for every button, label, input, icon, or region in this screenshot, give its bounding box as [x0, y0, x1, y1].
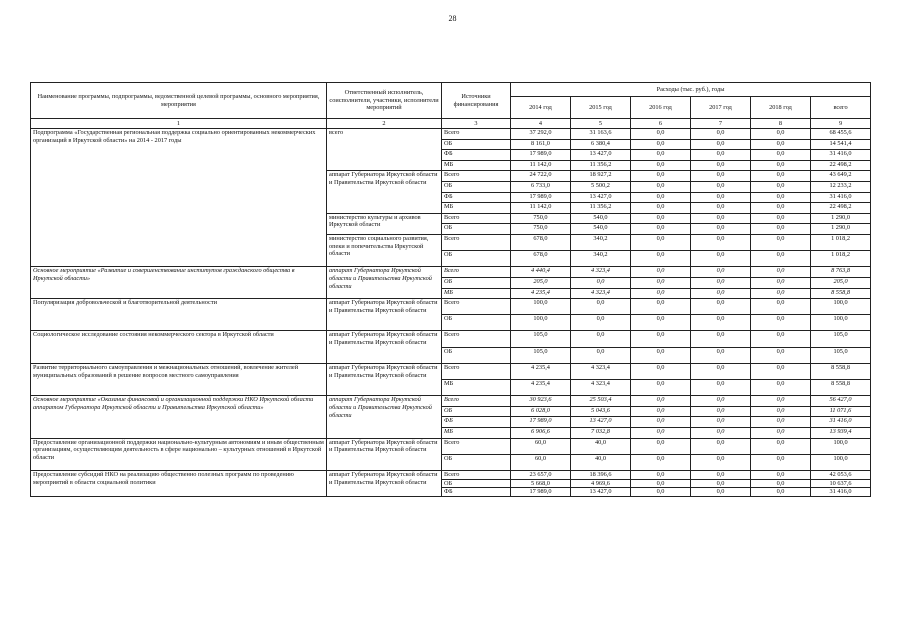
- year-value: 0,0: [631, 277, 691, 288]
- funding-source: ОБ: [442, 139, 511, 150]
- total-value: 31 416,0: [811, 488, 871, 497]
- column-index: 2: [327, 119, 442, 129]
- year-value: 0,0: [751, 251, 811, 267]
- year-value: 0,0: [571, 299, 631, 315]
- executor-cell: всего: [327, 129, 442, 171]
- funding-source: Всего: [442, 438, 511, 454]
- year-value: 100,0: [511, 315, 571, 331]
- total-value: 1 290,0: [811, 213, 871, 224]
- year-value: 0,0: [631, 160, 691, 171]
- year-value: 0,0: [631, 203, 691, 214]
- year-value: 0,0: [751, 454, 811, 470]
- year-value: 540,0: [571, 213, 631, 224]
- executor-cell: аппарат Губернатора Иркутской области и Правительства Иркутской области: [327, 171, 442, 213]
- total-value: 31 416,0: [811, 417, 871, 428]
- item-title: Предоставление организационной поддержки национально-культурным автономиям и иным общественным организациям, осуществляющим деятельность в сфере национально – культурных отношений в Иркутской области: [31, 438, 327, 470]
- year-value: 0,0: [691, 363, 751, 379]
- total-value: 8 558,8: [811, 380, 871, 396]
- year-value: 0,0: [631, 224, 691, 235]
- funding-source: МБ: [442, 380, 511, 396]
- funding-source: ФБ: [442, 192, 511, 203]
- funding-source: Всего: [442, 213, 511, 224]
- year-value: 0,0: [751, 129, 811, 140]
- total-value: 100,0: [811, 454, 871, 470]
- year-value: 340,2: [571, 234, 631, 250]
- year-value: 13 427,0: [571, 488, 631, 497]
- year-value: 60,0: [511, 454, 571, 470]
- table-row: [31, 396, 871, 407]
- executor-cell: министерство социального развития, опеки и попечительства Иркутской области: [327, 234, 442, 266]
- year-value: 4 323,4: [571, 380, 631, 396]
- item-title: Популяризация добровольческой и благотворительной деятельности: [31, 299, 327, 331]
- year-value: 23 657,0: [511, 470, 571, 479]
- year-value: 678,0: [511, 234, 571, 250]
- year-value: 7 032,8: [571, 428, 631, 439]
- year-value: 0,0: [691, 277, 751, 288]
- column-index: 5: [571, 119, 631, 129]
- year-value: 0,0: [631, 363, 691, 379]
- year-value: 0,0: [751, 315, 811, 331]
- executor-cell: аппарат Губернатора Иркутской области и Правительства Иркутской области: [327, 331, 442, 363]
- year-value: 0,0: [691, 428, 751, 439]
- funding-source: Всего: [442, 470, 511, 479]
- year-value: 4 323,4: [571, 363, 631, 379]
- funding-source: ОБ: [442, 181, 511, 192]
- year-value: 0,0: [631, 396, 691, 407]
- funding-source: ФБ: [442, 150, 511, 161]
- total-value: 31 416,0: [811, 192, 871, 203]
- year-value: 0,0: [691, 315, 751, 331]
- total-value: 100,0: [811, 315, 871, 331]
- year-value: 0,0: [691, 267, 751, 278]
- header-name: Наименование программы, подпрограммы, ведомственной целевой программы, основного мероприятия, мероприятия: [31, 83, 327, 119]
- year-value: 0,0: [691, 347, 751, 363]
- year-value: 13 427,0: [571, 192, 631, 203]
- total-value: 22 498,2: [811, 160, 871, 171]
- total-value: 31 416,0: [811, 150, 871, 161]
- column-index: 1: [31, 119, 327, 129]
- year-value: 0,0: [751, 150, 811, 161]
- column-index: 9: [811, 119, 871, 129]
- year-value: 5 043,6: [571, 406, 631, 417]
- year-value: 6 906,6: [511, 428, 571, 439]
- year-value: 0,0: [631, 192, 691, 203]
- year-value: 0,0: [631, 150, 691, 161]
- total-value: 56 427,0: [811, 396, 871, 407]
- year-value: 105,0: [511, 331, 571, 347]
- funding-source: Всего: [442, 234, 511, 250]
- year-value: 8 161,0: [511, 139, 571, 150]
- year-value: 0,0: [631, 470, 691, 479]
- year-value: 13 427,0: [571, 150, 631, 161]
- executor-cell: министерство культуры и архивов Иркутской области: [327, 213, 442, 234]
- item-title: Социологическое исследование состояния некоммерческого сектора в Иркутской области: [31, 331, 327, 363]
- item-title: Предоставление субсидий НКО на реализацию общественно полезных программ по проведению мероприятий в области социальной политики: [31, 470, 327, 496]
- year-value: 0,0: [691, 299, 751, 315]
- year-value: 678,0: [511, 251, 571, 267]
- funding-source: МБ: [442, 288, 511, 299]
- year-value: 0,0: [631, 251, 691, 267]
- funding-source: Всего: [442, 267, 511, 278]
- year-value: 4 235,4: [511, 288, 571, 299]
- year-value: 4 235,4: [511, 380, 571, 396]
- column-index: 7: [691, 119, 751, 129]
- funding-source: ФБ: [442, 488, 511, 497]
- year-value: 0,0: [691, 251, 751, 267]
- year-value: 0,0: [691, 470, 751, 479]
- table-row: [31, 470, 871, 479]
- funding-source: ОБ: [442, 406, 511, 417]
- total-value: 105,0: [811, 331, 871, 347]
- year-value: 0,0: [691, 406, 751, 417]
- executor-cell: аппарат Губернатора Иркутской области и Правительства Иркутской области: [327, 267, 442, 299]
- funding-source: ОБ: [442, 251, 511, 267]
- funding-source: Всего: [442, 363, 511, 379]
- column-index: 8: [751, 119, 811, 129]
- header-year: 2014 год: [511, 97, 571, 119]
- year-value: 0,0: [691, 288, 751, 299]
- year-value: 0,0: [691, 488, 751, 497]
- year-value: 11 356,2: [571, 160, 631, 171]
- year-value: 0,0: [631, 380, 691, 396]
- year-value: 0,0: [751, 171, 811, 182]
- year-value: 750,0: [511, 224, 571, 235]
- year-value: 24 722,0: [511, 171, 571, 182]
- year-value: 0,0: [691, 192, 751, 203]
- year-value: 0,0: [751, 331, 811, 347]
- year-value: 0,0: [751, 363, 811, 379]
- year-value: 0,0: [751, 406, 811, 417]
- year-value: 5 668,0: [511, 479, 571, 488]
- executor-cell: аппарат Губернатора Иркутской области и Правительства Иркутской области: [327, 438, 442, 470]
- total-value: 8 558,8: [811, 288, 871, 299]
- executor-cell: аппарат Губернатора Иркутской области и Правительства Иркутской области: [327, 363, 442, 395]
- total-value: 42 053,6: [811, 470, 871, 479]
- year-value: 0,0: [691, 417, 751, 428]
- year-value: 0,0: [631, 267, 691, 278]
- year-value: 6 733,0: [511, 181, 571, 192]
- year-value: 0,0: [751, 347, 811, 363]
- year-value: 0,0: [571, 331, 631, 347]
- year-value: 0,0: [691, 331, 751, 347]
- executor-cell: аппарат Губернатора Иркутской области и Правительства Иркутской области: [327, 470, 442, 496]
- funding-source: ОБ: [442, 315, 511, 331]
- year-value: 4 235,4: [511, 363, 571, 379]
- year-value: 0,0: [751, 396, 811, 407]
- year-value: 17 989,0: [511, 488, 571, 497]
- year-value: 13 427,0: [571, 417, 631, 428]
- year-value: 0,0: [691, 438, 751, 454]
- funding-source: Всего: [442, 171, 511, 182]
- table-body: [31, 129, 871, 497]
- year-value: 205,0: [511, 277, 571, 288]
- column-index: 4: [511, 119, 571, 129]
- year-value: 0,0: [691, 234, 751, 250]
- header-source: Источники финансирования: [442, 83, 511, 119]
- table-row: [31, 299, 871, 315]
- total-value: 8 763,8: [811, 267, 871, 278]
- year-value: 4 323,4: [571, 288, 631, 299]
- funding-source: ОБ: [442, 347, 511, 363]
- year-value: 25 503,4: [571, 396, 631, 407]
- total-value: 100,0: [811, 438, 871, 454]
- executor-cell: аппарат Губернатора Иркутской области и Правительства Иркутской области: [327, 299, 442, 331]
- total-value: 1 018,2: [811, 251, 871, 267]
- year-value: 0,0: [751, 181, 811, 192]
- year-value: 0,0: [631, 331, 691, 347]
- year-value: 100,0: [511, 299, 571, 315]
- year-value: 11 142,0: [511, 203, 571, 214]
- year-value: 31 163,6: [571, 129, 631, 140]
- year-value: 0,0: [751, 479, 811, 488]
- year-value: 0,0: [751, 299, 811, 315]
- funding-source: МБ: [442, 160, 511, 171]
- table-row: [31, 438, 871, 454]
- year-value: 0,0: [631, 234, 691, 250]
- year-value: 0,0: [691, 160, 751, 171]
- year-value: 0,0: [751, 160, 811, 171]
- year-value: 0,0: [751, 224, 811, 235]
- year-value: 0,0: [571, 347, 631, 363]
- total-value: 13 939,4: [811, 428, 871, 439]
- year-value: 18 396,6: [571, 470, 631, 479]
- year-value: 0,0: [631, 488, 691, 497]
- year-value: 0,0: [751, 380, 811, 396]
- year-value: 0,0: [631, 315, 691, 331]
- year-value: 4 969,6: [571, 479, 631, 488]
- funding-source: МБ: [442, 428, 511, 439]
- year-value: 37 292,0: [511, 129, 571, 140]
- year-value: 750,0: [511, 213, 571, 224]
- year-value: 0,0: [631, 406, 691, 417]
- year-value: 4 323,4: [571, 267, 631, 278]
- header-year: 2018 год: [751, 97, 811, 119]
- year-value: 0,0: [631, 347, 691, 363]
- year-value: 0,0: [691, 203, 751, 214]
- header-total: всего: [811, 97, 871, 119]
- year-value: 0,0: [631, 129, 691, 140]
- year-value: 0,0: [751, 234, 811, 250]
- year-value: 0,0: [631, 288, 691, 299]
- funding-source: МБ: [442, 203, 511, 214]
- year-value: 0,0: [691, 139, 751, 150]
- year-value: 0,0: [751, 470, 811, 479]
- year-value: 11 356,2: [571, 203, 631, 214]
- year-value: 0,0: [631, 299, 691, 315]
- year-value: 0,0: [691, 181, 751, 192]
- year-value: 0,0: [691, 171, 751, 182]
- executor-cell: аппарат Губернатора Иркутской области и Правительства Иркутской области: [327, 396, 442, 438]
- year-value: 17 989,0: [511, 150, 571, 161]
- page-number: 28: [448, 14, 457, 23]
- total-value: 205,0: [811, 277, 871, 288]
- total-value: 68 455,6: [811, 129, 871, 140]
- year-value: 0,0: [751, 277, 811, 288]
- funding-source: Всего: [442, 299, 511, 315]
- total-value: 105,0: [811, 347, 871, 363]
- year-value: 0,0: [691, 224, 751, 235]
- year-value: 340,2: [571, 251, 631, 267]
- total-value: 8 558,8: [811, 363, 871, 379]
- year-value: 0,0: [751, 488, 811, 497]
- item-title: Основное мероприятие «Развитие и совершенствование институтов гражданского общества в Иркутской области»: [31, 267, 327, 299]
- year-value: 40,0: [571, 438, 631, 454]
- total-value: 10 637,6: [811, 479, 871, 488]
- funding-source: Всего: [442, 129, 511, 140]
- year-value: 40,0: [571, 454, 631, 470]
- year-value: 6 380,4: [571, 139, 631, 150]
- year-value: 0,0: [691, 129, 751, 140]
- header-expenses: Расходы (тыс. руб.), годы: [511, 83, 871, 97]
- column-index: 6: [631, 119, 691, 129]
- year-value: 60,0: [511, 438, 571, 454]
- year-value: 0,0: [751, 213, 811, 224]
- year-value: 0,0: [751, 139, 811, 150]
- item-title: Развитие территориального самоуправления и межнациональных отношений, вовлечение жителей муниципальных образований в решение вопросов местного самоуправления: [31, 363, 327, 395]
- year-value: 17 989,0: [511, 417, 571, 428]
- table-row: [31, 363, 871, 379]
- total-value: 1 018,2: [811, 234, 871, 250]
- funding-source: ОБ: [442, 224, 511, 235]
- year-value: 0,0: [631, 417, 691, 428]
- year-value: 0,0: [631, 438, 691, 454]
- year-value: 0,0: [751, 288, 811, 299]
- total-value: 14 541,4: [811, 139, 871, 150]
- year-value: 0,0: [631, 479, 691, 488]
- year-value: 0,0: [751, 417, 811, 428]
- year-value: 0,0: [631, 213, 691, 224]
- year-value: 0,0: [691, 213, 751, 224]
- year-value: 18 927,2: [571, 171, 631, 182]
- year-value: 0,0: [751, 192, 811, 203]
- year-value: 6 028,0: [511, 406, 571, 417]
- year-value: 0,0: [691, 380, 751, 396]
- year-value: 5 500,2: [571, 181, 631, 192]
- table-row: [31, 129, 871, 140]
- year-value: 30 923,6: [511, 396, 571, 407]
- funding-source: ФБ: [442, 417, 511, 428]
- item-title: Основное мероприятие «Оказание финансовой и организационной поддержки НКО Иркутской области аппаратом Губернатора Иркутской области и Правительства Иркутской области»: [31, 396, 327, 438]
- total-value: 11 071,6: [811, 406, 871, 417]
- funding-source: Всего: [442, 396, 511, 407]
- total-value: 100,0: [811, 299, 871, 315]
- year-value: 11 142,0: [511, 160, 571, 171]
- funding-source: ОБ: [442, 277, 511, 288]
- total-value: 1 290,0: [811, 224, 871, 235]
- funding-source: ОБ: [442, 454, 511, 470]
- year-value: 540,0: [571, 224, 631, 235]
- year-value: 0,0: [631, 454, 691, 470]
- year-value: 0,0: [631, 428, 691, 439]
- table-row: [31, 267, 871, 278]
- year-value: 4 440,4: [511, 267, 571, 278]
- item-title: Подпрограмма «Государственная региональная поддержка социально ориентированных некоммерческих организаций в Иркутской области» на 2014 - 2017 годы: [31, 129, 327, 267]
- header-year: 2017 год: [691, 97, 751, 119]
- total-value: 22 498,2: [811, 203, 871, 214]
- year-value: 0,0: [571, 277, 631, 288]
- funding-source: Всего: [442, 331, 511, 347]
- header-year: 2016 год: [631, 97, 691, 119]
- year-value: 0,0: [691, 150, 751, 161]
- column-index: 3: [442, 119, 511, 129]
- year-value: 0,0: [631, 139, 691, 150]
- budget-table: [30, 82, 871, 497]
- year-value: 0,0: [571, 315, 631, 331]
- year-value: 0,0: [691, 396, 751, 407]
- year-value: 0,0: [751, 267, 811, 278]
- year-value: 0,0: [691, 454, 751, 470]
- year-value: 0,0: [691, 479, 751, 488]
- column-index-row: [31, 119, 871, 129]
- total-value: 12 233,2: [811, 181, 871, 192]
- table-row: [31, 331, 871, 347]
- year-value: 0,0: [631, 181, 691, 192]
- header-executor: Ответственный исполнитель, соисполнители, участники, исполнители мероприятий: [327, 83, 442, 119]
- year-value: 105,0: [511, 347, 571, 363]
- header-year: 2015 год: [571, 97, 631, 119]
- year-value: 0,0: [751, 438, 811, 454]
- funding-source: ОБ: [442, 479, 511, 488]
- total-value: 43 649,2: [811, 171, 871, 182]
- year-value: 0,0: [751, 428, 811, 439]
- year-value: 0,0: [751, 203, 811, 214]
- year-value: 17 989,0: [511, 192, 571, 203]
- year-value: 0,0: [631, 171, 691, 182]
